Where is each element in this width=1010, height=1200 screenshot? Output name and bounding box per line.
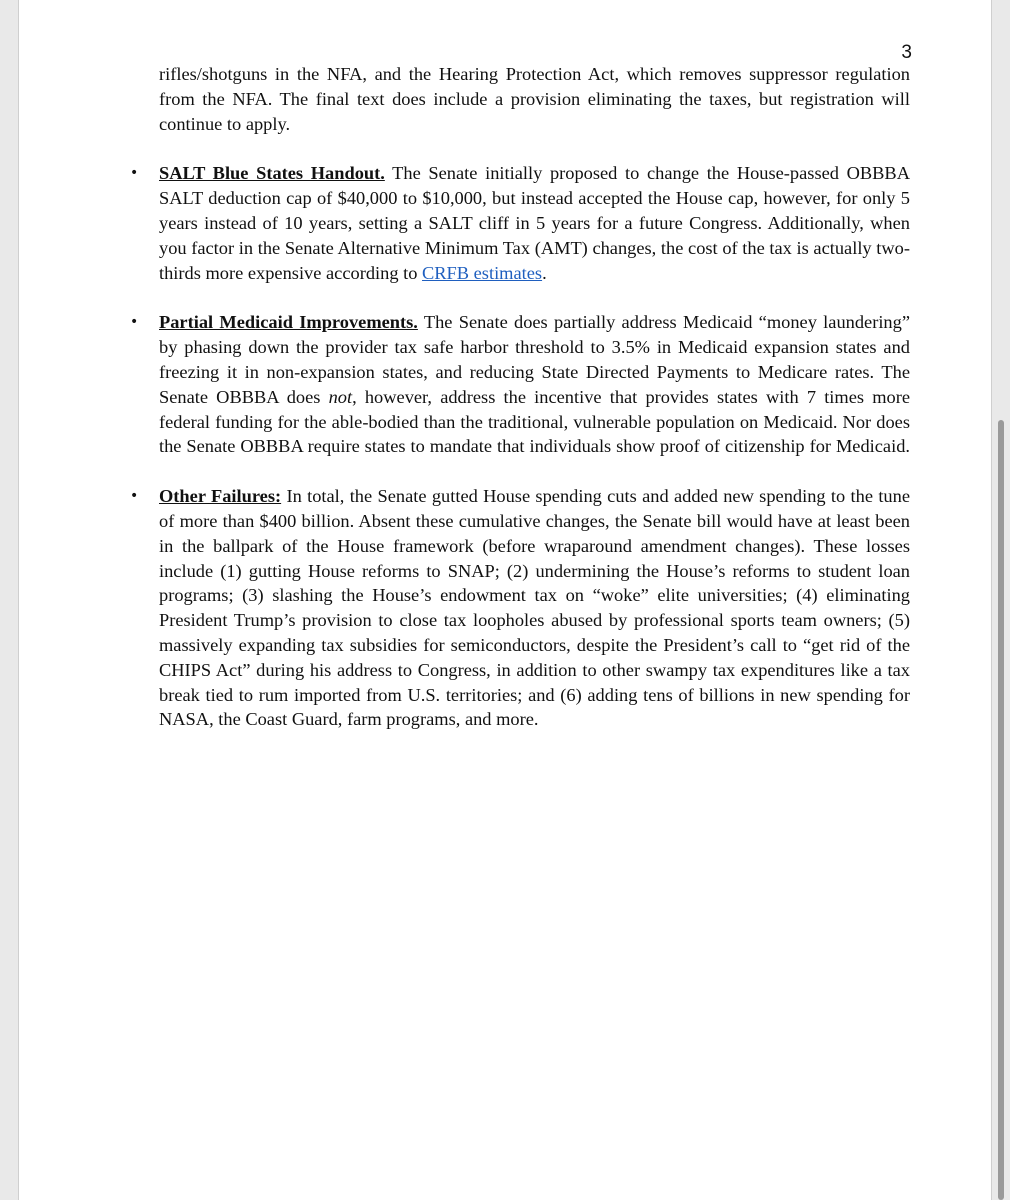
emphasis-not: not — [328, 386, 353, 407]
bullet-medicaid — [130, 310, 910, 459]
bullet-heading-medicaid: Partial Medicaid Improvements. — [159, 312, 418, 333]
bullet-body-salt: The Senate initially proposed to change the House-passed OBBBA SALT deduction cap of $40,000 to $10,000, but instead accepted the House cap, however, for only 5 years instead of 10 years, setting a SALT cliff in 5 years for a future Congress. Additionally, when you factor in the Senate Alternative Minimum Tax (AMT) changes, the cost of the tax is actually two-thirds more expensive according to — [159, 163, 910, 283]
paragraph-gap — [159, 136, 910, 161]
bullet-marker: • — [130, 165, 139, 182]
page-number: 3 — [901, 42, 912, 63]
paragraph-gap — [159, 285, 910, 310]
viewer-left-margin — [0, 0, 19, 1200]
bullet-heading-salt: SALT Blue States Handout. — [159, 163, 385, 184]
bullet-marker: • — [130, 314, 139, 331]
bullet-body-medicaid: The Senate does partially address Medicaid “money laundering” by phasing down the provider tax safe harbor threshold to 3.5% in Medicaid expansion states and freezing it in non-expansion states, and reducing State Directed Payments to Medicare rates. The Senate OBBBA does — [159, 312, 910, 407]
bullet-other-failures — [130, 484, 910, 732]
paragraph-gap — [159, 459, 910, 484]
scrollbar-thumb[interactable] — [998, 420, 1004, 1200]
bullet-body-other-failures: In total, the Senate gutted House spending cuts and added new spending to the tune of more than $400 billion. Absent these cumulative changes, the Senate bill would have at least been in the ballpark of the House framework (before wraparound amendment changes). These losses include (1) gutting House reforms to SNAP; (2) undermining the House’s reforms to student loan programs; (3) slashing the House’s endowment tax on “woke” elite universities; (4) eliminating President Trump’s provision to close tax loopholes abused by professional sports team owners; (5) massively expanding tax subsidies for semiconductors, despite the President’s call to “get rid of the CHIPS Act” during his address to Congress, in addition to other swampy tax expenditures like a tax break tied to rum imported from U.S. territories; and (6) adding tens of billions in new spending for NASA, the Coast Guard, farm programs, and more. — [159, 486, 910, 730]
document-body — [130, 62, 910, 732]
bullet-body-medicaid-end: , however, address the incentive that provides states with 7 times more federal funding for the able-bodied than the traditional, vulnerable population on Medicaid. Nor does the Senate OBBBA require states to mandate that individuals show proof of citizenship for Medicaid. — [159, 386, 910, 457]
viewer-scrollbar-track[interactable] — [991, 0, 1010, 1200]
bullet-body-salt-end: . — [542, 262, 547, 283]
bullet-marker: • — [130, 488, 139, 505]
crfb-estimates-link[interactable]: CRFB estimates — [422, 262, 543, 283]
bullet-heading-other-failures: Other Failures: — [159, 486, 282, 507]
intro-paragraph: rifles/shotguns in the NFA, and the Hearing Protection Act, which removes suppressor regulation from the NFA. The final text does include a provision eliminating the taxes, but registration will continue to apply. — [159, 64, 910, 134]
bullet-salt — [130, 161, 910, 285]
